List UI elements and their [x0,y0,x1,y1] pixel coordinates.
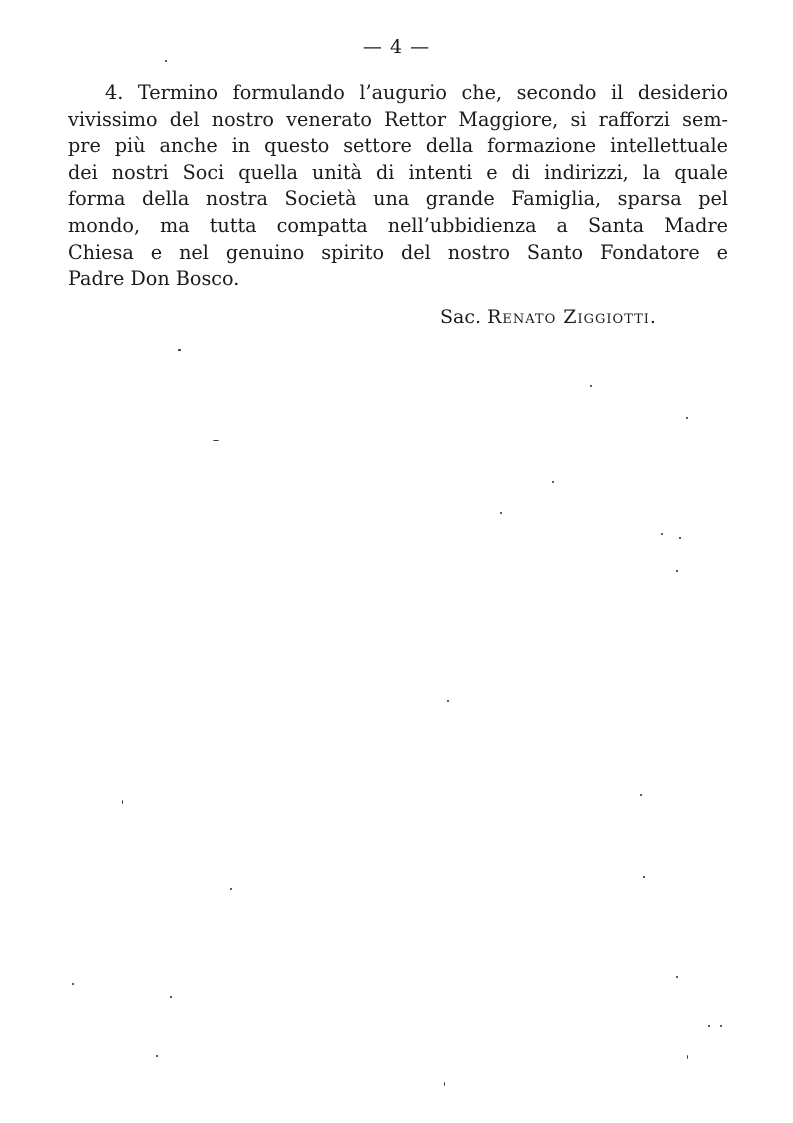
scan-speck [165,60,167,62]
scan-speck [170,996,172,998]
scan-speck [156,1055,158,1057]
scan-speck [640,794,642,796]
scan-speck [708,1025,710,1027]
scan-speck [686,417,688,419]
scan-speck [661,533,663,535]
signature-name: Renato Ziggiotti. [487,306,657,328]
signature [440,306,657,328]
paragraph-line: 4. Termino formulando l’augurio che, secondo il desiderio [105,81,728,104]
paragraph-line: Padre Don Bosco. [68,267,240,291]
signature-title: Sac. [440,306,482,328]
scan-speck [444,1082,445,1086]
scan-speck [122,800,123,804]
paragraph-line: dei nostri Soci quella unità di intenti e di indirizzi, la quale [68,160,728,184]
scan-speck [72,983,74,985]
scan-speck [679,537,681,539]
scan-speck [590,385,592,387]
scan-speck [213,440,219,441]
scan-speck [552,481,554,483]
scan-speck [230,888,232,890]
paragraph-line: Chiesa e nel genuino spirito del nostro Santo Fondatore e [68,240,728,264]
scan-speck [676,976,678,978]
paragraph-line: mondo, ma tutta compatta nell’ubbidienza a Santa Madre [68,213,728,237]
scan-speck [720,1025,722,1027]
paragraph-line: forma della nostra Società una grande Famiglia, sparsa pel [68,187,728,211]
scan-speck [687,1055,688,1059]
closing-paragraph [68,80,728,293]
paragraph-line: vivissimo del nostro venerato Rettor Maggiore, si rafforzi sem- [68,107,728,131]
scan-speck [643,876,645,878]
scan-speck [676,570,678,572]
page-number: — 4 — [362,36,431,58]
scan-speck [500,512,502,514]
scan-speck [447,700,449,702]
paragraph-line: pre più anche in questo settore della formazione intellettuale [68,134,728,158]
scan-speck [178,349,181,351]
